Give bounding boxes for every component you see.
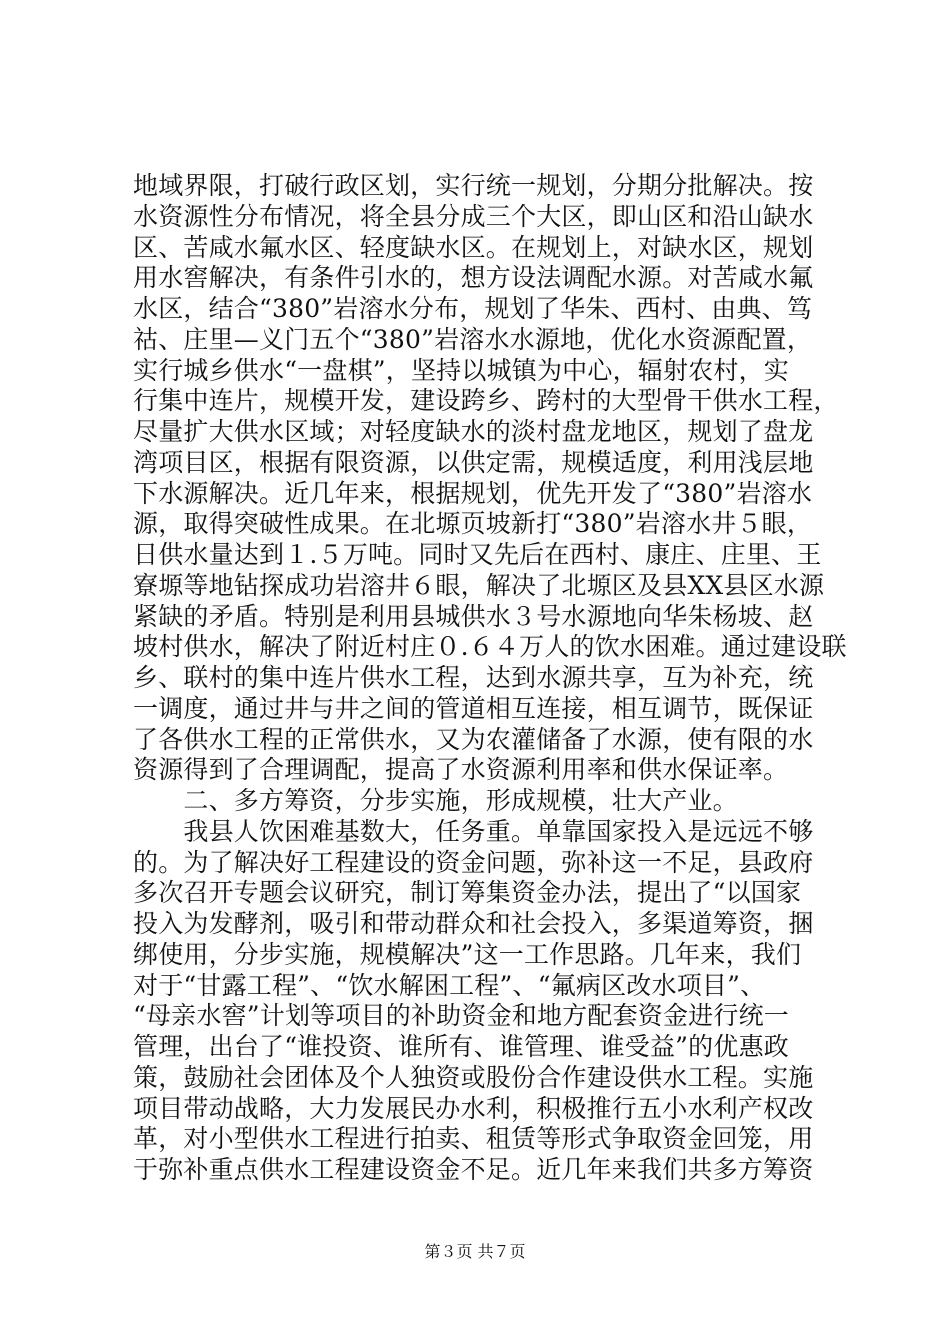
text-line: 绑使用，分步实施，规模解决”这一工作思路。几年来，我们 bbox=[133, 939, 802, 969]
text-line: 了各供水工程的正常供水，又为农灌储备了水源，使有限的水 bbox=[133, 724, 814, 754]
text-line: 策，鼓励社会团体及个人独资或股份合作建设供水工程。实施 bbox=[133, 1062, 814, 1092]
text-line: 实行城乡供水“一盘棋”，坚持以城镇为中心，辐射农村，实 bbox=[133, 355, 789, 385]
text-line: “母亲水窖”计划等项目的补助资金和地方配套资金进行统一 bbox=[133, 1001, 789, 1031]
text-line: 水资源性分布情况，将全县分成三个大区，即山区和沿山缺水 bbox=[133, 201, 814, 231]
text-line: 对于“甘露工程”、“饮水解困工程”、“氟病区改水项目”、 bbox=[133, 970, 766, 1000]
text-line: 乡、联村的集中连片供水工程，达到水源共享，互为补充，统 bbox=[133, 663, 814, 692]
text-line: 用水窖解决，有条件引水的，想方设法调配水源。对苦咸水氟 bbox=[133, 263, 814, 293]
text-line: 紧缺的矛盾。特别是利用县城供水３号水源地向华朱杨坡、赵 bbox=[133, 601, 814, 631]
text-line: 行集中连片，规模开发，建设跨乡、跨村的大型骨干供水工程， bbox=[133, 386, 839, 416]
text-line: 于弥补重点供水工程建设资金不足。近几年来我们共多方筹资 bbox=[133, 1155, 814, 1184]
text-line: 我县人饮困难基数大，任务重。单靠国家投入是远远不够 bbox=[133, 816, 814, 846]
text-line: 尽量扩大供水区域；对轻度缺水的淡村盘龙地区，规划了盘龙 bbox=[133, 417, 814, 446]
text-line: 资源得到了合理调配，提高了水资源利用率和供水保证率。 bbox=[133, 755, 789, 785]
text-line: 区、苦咸水氟水区、轻度缺水区。在规划上，对缺水区，规划 bbox=[133, 232, 814, 262]
text-line: 投入为发酵剂，吸引和带动群众和社会投入，多渠道筹资，捆 bbox=[133, 909, 814, 938]
text-line: 管理，出台了“谁投资、谁所有、谁管理、谁受益”的优惠政 bbox=[133, 1032, 789, 1061]
text-line: 祜、庄里—义门五个“380”岩溶水水源地，优化水资源配置， bbox=[133, 324, 813, 354]
text-line: 坡村供水，解决了附近村庄０.６４万人的饮水困难。通过建设联 bbox=[133, 632, 847, 662]
text-line: 的。为了解决好工程建设的资金问题，弥补这一不足，县政府 bbox=[133, 847, 814, 877]
text-line: 二、多方筹资，分步实施，形成规模，壮大产业。 bbox=[133, 786, 738, 815]
page-footer: 第３页 共７页 bbox=[424, 1242, 526, 1261]
text-line: 革，对小型供水工程进行拍卖、租赁等形式争取资金回笼，用 bbox=[133, 1124, 814, 1154]
text-line: 下水源解决。近几年来，根据规划，优先开发了“380”岩溶水 bbox=[133, 478, 813, 508]
text-line: 日供水量达到１.５万吨。同时又先后在西村、康庄、庄里、王 bbox=[133, 540, 822, 569]
text-line: 一调度，通过井与井之间的管道相互连接，相互调节，既保证 bbox=[133, 693, 814, 723]
text-line: 地域界限，打破行政区划，实行统一规划，分期分批解决。按 bbox=[133, 171, 814, 200]
text-line: 水区，结合“380”岩溶水分布，规划了华朱、西村、由典、笃 bbox=[133, 294, 813, 323]
text-line: 寮塬等地钻探成功岩溶井６眼，解决了北塬区及县XX县区水源 bbox=[133, 570, 825, 600]
text-line: 项目带动战略，大力发展民办水利，积极推行五小水利产权改 bbox=[133, 1093, 814, 1123]
text-line: 多次召开专题会议研究，制订筹集资金办法，提出了“以国家 bbox=[133, 878, 802, 908]
text-line: 湾项目区，根据有限资源，以供定需，规模适度，利用浅层地 bbox=[133, 447, 814, 477]
text-line: 源，取得突破性成果。在北塬页坡新打“380”岩溶水井５眼， bbox=[133, 509, 813, 539]
